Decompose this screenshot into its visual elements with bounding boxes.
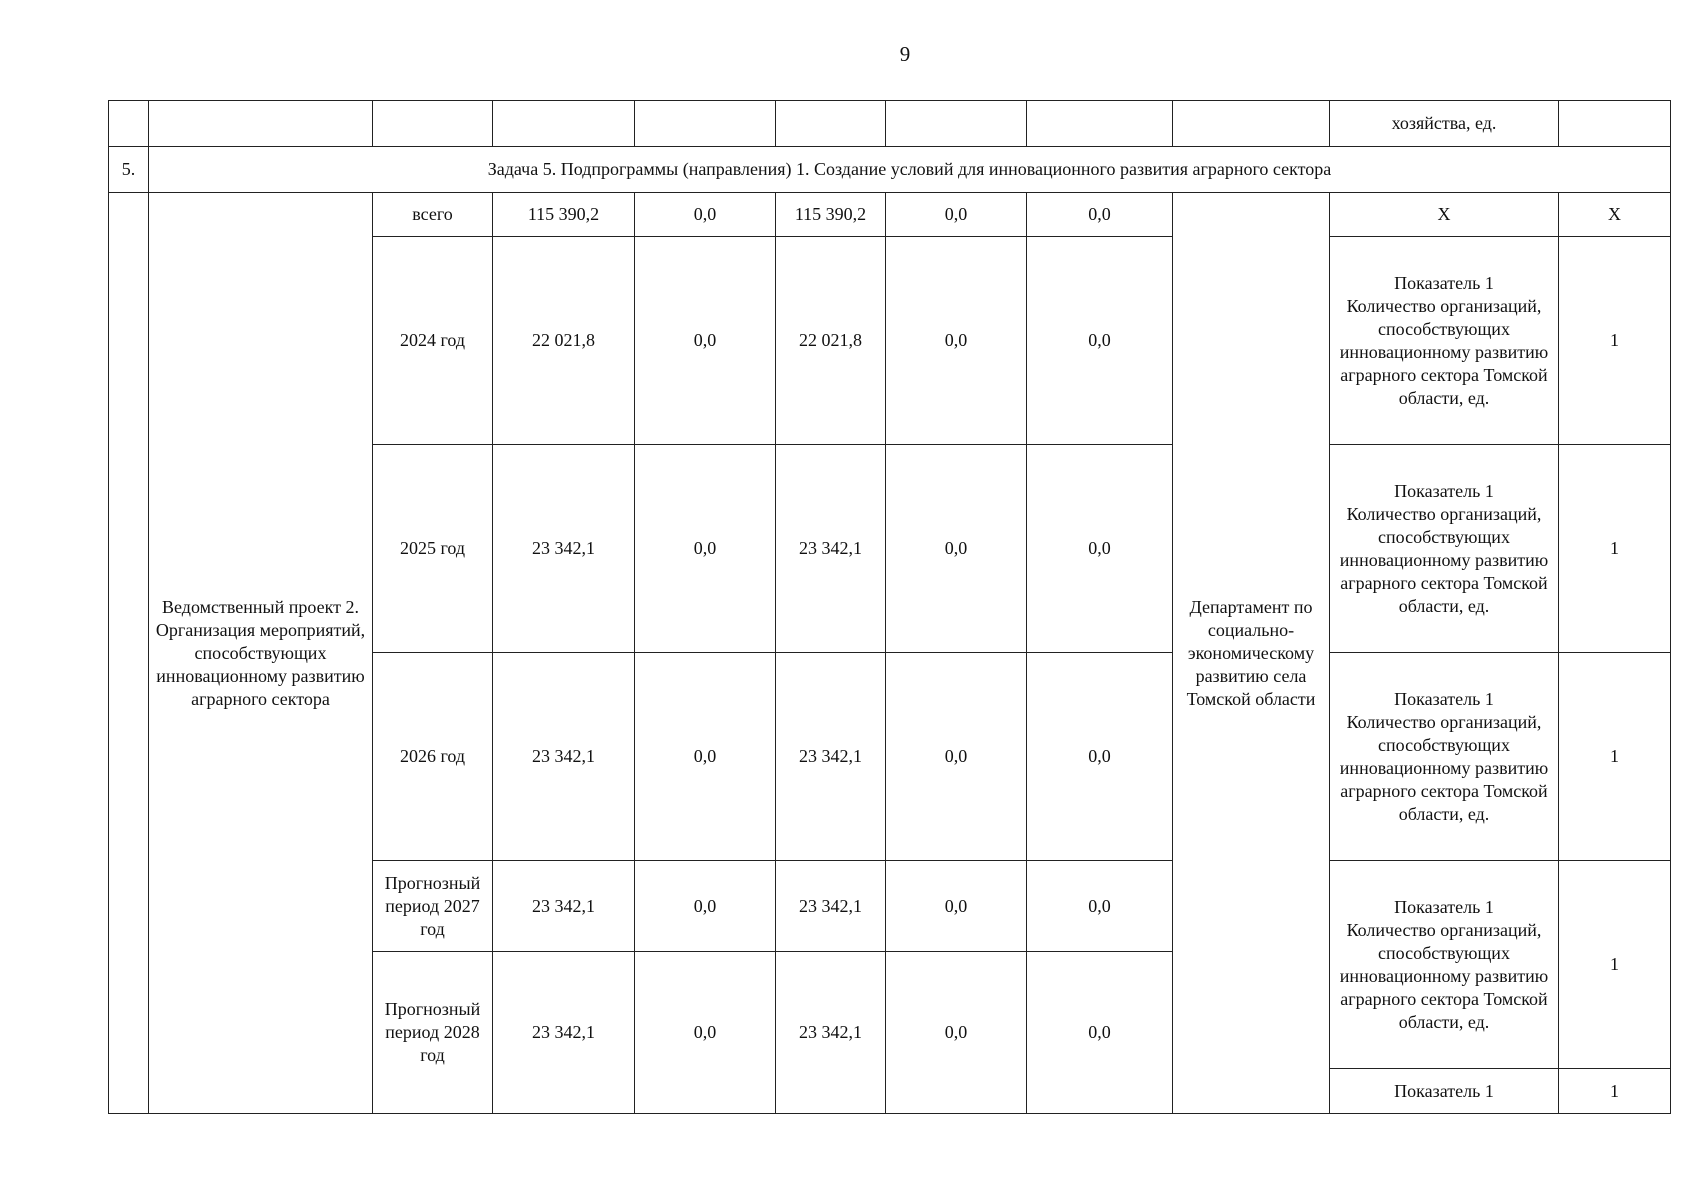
period-cell: 2026 год — [373, 653, 493, 861]
carry-over-row — [109, 101, 1671, 147]
period-cell: всего — [373, 193, 493, 237]
other-cell: 0,0 — [1027, 445, 1173, 653]
other-cell: 0,0 — [1027, 653, 1173, 861]
indicator-name-cell: Показатель 1 — [1330, 1069, 1559, 1114]
local-cell: 0,0 — [886, 193, 1027, 237]
total-cell: 23 342,1 — [493, 653, 635, 861]
finance-row — [109, 193, 1671, 237]
empty-cell — [109, 101, 149, 147]
indicator-name-cell: Показатель 1 Количество организаций, способствующих инновационному развитию аграрного сектора Томской области, ед. — [1330, 237, 1559, 445]
empty-cell — [1027, 101, 1173, 147]
other-cell: 0,0 — [1027, 193, 1173, 237]
period-cell: 2025 год — [373, 445, 493, 653]
regional-cell: 23 342,1 — [776, 952, 886, 1114]
local-cell: 0,0 — [886, 952, 1027, 1114]
indicator-value-cell: X — [1559, 193, 1671, 237]
local-cell: 0,0 — [886, 237, 1027, 445]
period-cell: 2024 год — [373, 237, 493, 445]
federal-cell: 0,0 — [635, 861, 776, 952]
indicator-value-cell: 1 — [1559, 1069, 1671, 1114]
indicator-name-cell: Показатель 1 Количество организаций, способствующих инновационному развитию аграрного сектора Томской области, ед. — [1330, 653, 1559, 861]
federal-cell: 0,0 — [635, 952, 776, 1114]
other-cell: 0,0 — [1027, 861, 1173, 952]
other-cell: 0,0 — [1027, 952, 1173, 1114]
local-cell: 0,0 — [886, 445, 1027, 653]
other-cell: 0,0 — [1027, 237, 1173, 445]
period-cell: Прогнозный период 2027 год — [373, 861, 493, 952]
indicator-value-cell: 1 — [1559, 653, 1671, 861]
indicator-name-cell: Показатель 1 Количество организаций, способствующих инновационному развитию аграрного сектора Томской области, ед. — [1330, 861, 1559, 1069]
task-number: 5. — [109, 147, 149, 193]
task-title: Задача 5. Подпрограммы (направления) 1. Создание условий для инновационного развития аграрного сектора — [149, 147, 1671, 193]
indicator-value-cell: 1 — [1559, 861, 1671, 1069]
local-cell: 0,0 — [886, 861, 1027, 952]
federal-cell: 0,0 — [635, 653, 776, 861]
empty-cell — [373, 101, 493, 147]
regional-cell: 115 390,2 — [776, 193, 886, 237]
federal-cell: 0,0 — [635, 193, 776, 237]
federal-cell: 0,0 — [635, 445, 776, 653]
empty-cell — [149, 101, 373, 147]
total-cell: 23 342,1 — [493, 445, 635, 653]
total-cell: 22 021,8 — [493, 237, 635, 445]
indicator-name-cell: X — [1330, 193, 1559, 237]
empty-cell — [635, 101, 776, 147]
local-cell: 0,0 — [886, 653, 1027, 861]
period-cell: Прогнозный период 2028 год — [373, 952, 493, 1114]
regional-cell: 22 021,8 — [776, 237, 886, 445]
empty-number-cell — [109, 193, 149, 1114]
indicator-value-cell: 1 — [1559, 237, 1671, 445]
empty-cell — [1173, 101, 1330, 147]
empty-cell — [886, 101, 1027, 147]
total-cell: 23 342,1 — [493, 861, 635, 952]
federal-cell: 0,0 — [635, 237, 776, 445]
indicator-tail-cell: хозяйства, ед. — [1330, 101, 1559, 147]
empty-cell — [1559, 101, 1671, 147]
regional-cell: 23 342,1 — [776, 653, 886, 861]
total-cell: 23 342,1 — [493, 952, 635, 1114]
regional-cell: 23 342,1 — [776, 445, 886, 653]
executor-cell: Департамент по социально-экономическому развитию села Томской области — [1173, 193, 1330, 1114]
program-table — [108, 100, 1671, 1114]
regional-cell: 23 342,1 — [776, 861, 886, 952]
empty-cell — [776, 101, 886, 147]
indicator-name-cell: Показатель 1 Количество организаций, способствующих инновационному развитию аграрного сектора Томской области, ед. — [1330, 445, 1559, 653]
project-name: Ведомственный проект 2. Организация мероприятий, способствующих инновационному развитию аграрного сектора — [149, 193, 373, 1114]
indicator-value-cell: 1 — [1559, 445, 1671, 653]
task-row — [109, 147, 1671, 193]
page-number: 9 — [899, 42, 911, 66]
empty-cell — [493, 101, 635, 147]
total-cell: 115 390,2 — [493, 193, 635, 237]
